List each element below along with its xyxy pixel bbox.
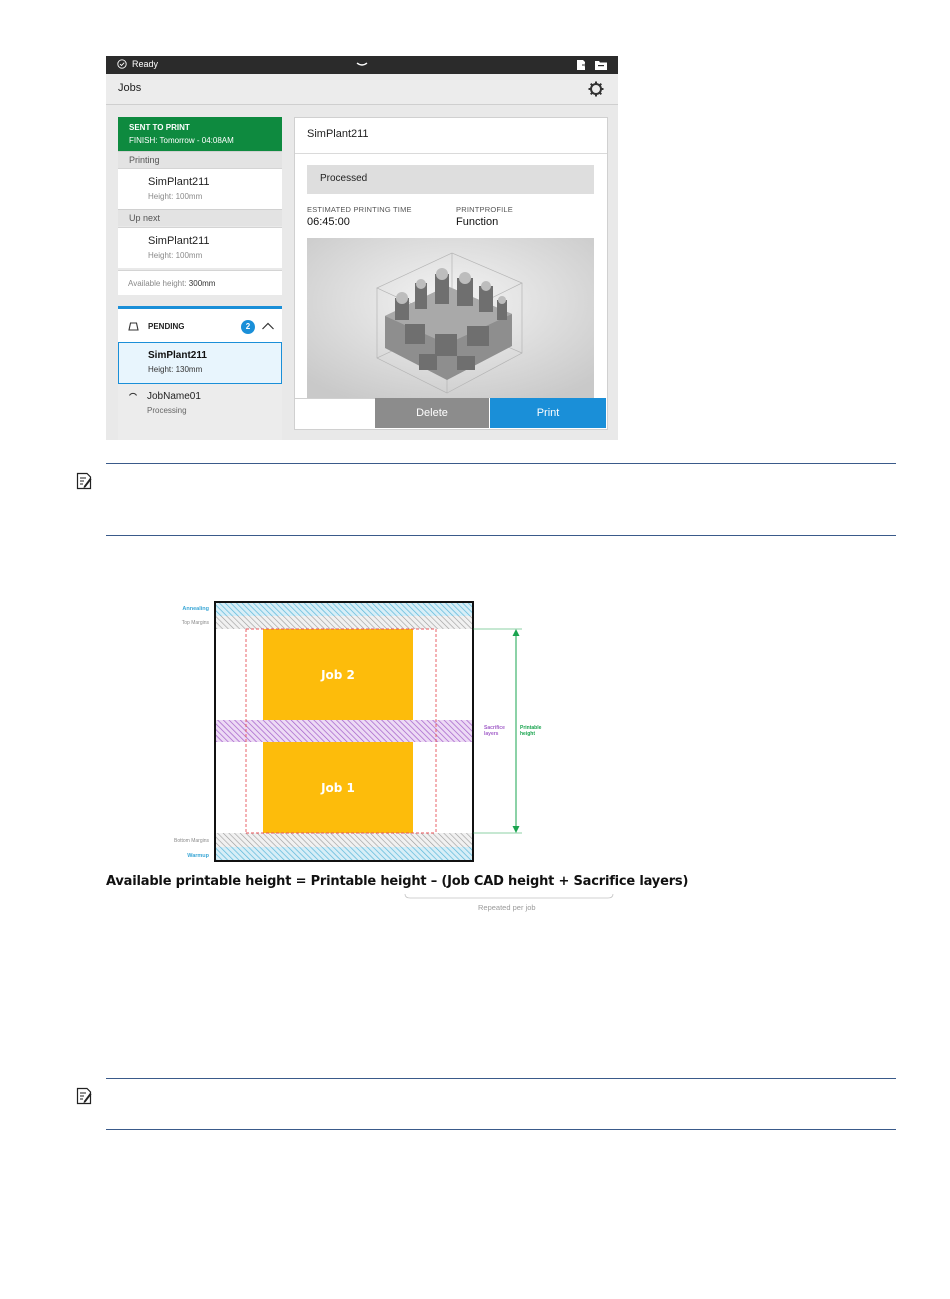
repeated-bracket [404,893,614,903]
profile-value: Function [456,216,499,228]
job-height: Height: 100mm [148,251,203,260]
note-top-rule [106,1078,896,1079]
gear-icon[interactable] [588,81,604,97]
job-name: SimPlant211 [148,176,210,188]
top-margin-band [215,616,473,629]
sent-to-print-banner[interactable] [118,117,282,151]
annealing-label: Annealing [182,606,209,612]
print-bed-icon [128,321,139,331]
note-top-rule [106,463,896,464]
status-text: Ready [132,59,159,69]
up-next-job-card[interactable] [118,227,282,268]
annealing-band [215,603,473,616]
repeated-per-job-label: Repeated per job [478,903,536,912]
available-label: Available height: [128,279,189,288]
warmup-band [215,847,473,861]
bottom-margins-label: Bottom Margins [173,838,209,844]
pending-item-sub: Processing [147,406,187,415]
bottom-margin-band [215,833,473,847]
printing-job-card[interactable] [118,168,282,209]
print-button[interactable]: Print [490,398,606,428]
section-printing [118,151,282,168]
est-time-value: 06:45:00 [307,216,350,228]
printable-height-diagram [160,595,620,865]
section-up-next [118,209,282,226]
page-title: Jobs [118,82,142,94]
pending-label: PENDING [148,322,185,331]
profile-label: PRINTPROFILE [456,205,513,214]
available-height-formula: Available printable height = Printable height – (Job CAD height + Sacrifice layers) [106,874,689,889]
job-height: Height: 100mm [148,192,203,201]
note-bottom-rule [106,1129,896,1130]
sacrifice-label-line2: layers [484,731,499,737]
pending-item[interactable] [118,384,282,430]
pending-item-selected[interactable] [118,342,282,384]
pending-count-badge: 2 [241,320,255,334]
pending-item-name: JobName01 [147,391,201,402]
sent-finish: FINISH: Tomorrow - 04:08AM [129,136,234,145]
pending-item-name: SimPlant211 [148,350,207,361]
note-icon [76,1087,92,1105]
status-bar [106,56,618,74]
note-bottom-rule [106,535,896,536]
printable-label-line1: Printable [520,725,542,731]
section-label: Up next [129,213,161,223]
sacrifice-band [215,720,473,742]
folder-icon[interactable] [594,59,608,71]
section-label: Printing [129,155,160,165]
divider [295,153,607,154]
export-icon[interactable] [576,59,588,71]
available-height [118,270,282,295]
note-icon [76,472,92,490]
job-detail-panel [294,117,608,430]
pull-down-handle-icon[interactable] [355,60,369,68]
job-name: SimPlant211 [148,235,210,247]
pending-panel [118,306,282,440]
detail-title: SimPlant211 [307,128,369,140]
available-value: 300mm [188,279,216,288]
check-circle-icon [117,59,127,69]
sent-title: SENT TO PRINT [129,123,190,132]
pending-item-sub: Height: 130mm [148,365,203,374]
sacrifice-label-line1: Sacrifice [484,725,505,731]
top-margins-label: Top Margins [181,620,209,626]
pending-header[interactable] [118,309,282,342]
job2-label: Job 2 [321,668,355,682]
job1-label: Job 1 [321,781,355,795]
spinner-icon [128,392,138,402]
title-bar [106,74,618,105]
blank-button-area [294,398,375,429]
printable-label-line2: height [520,731,535,737]
status-bar-processed [307,165,594,194]
printer-jobs-screen [106,56,618,440]
est-time-label: ESTIMATED PRINTING TIME [307,205,412,214]
status-text: Processed [320,173,368,184]
printable-height-label [520,725,543,737]
delete-button[interactable]: Delete [375,398,489,428]
chevron-up-icon[interactable] [261,321,275,331]
build-preview-image [307,238,594,398]
warmup-label: Warmup [187,853,209,859]
sacrifice-label [484,725,506,737]
